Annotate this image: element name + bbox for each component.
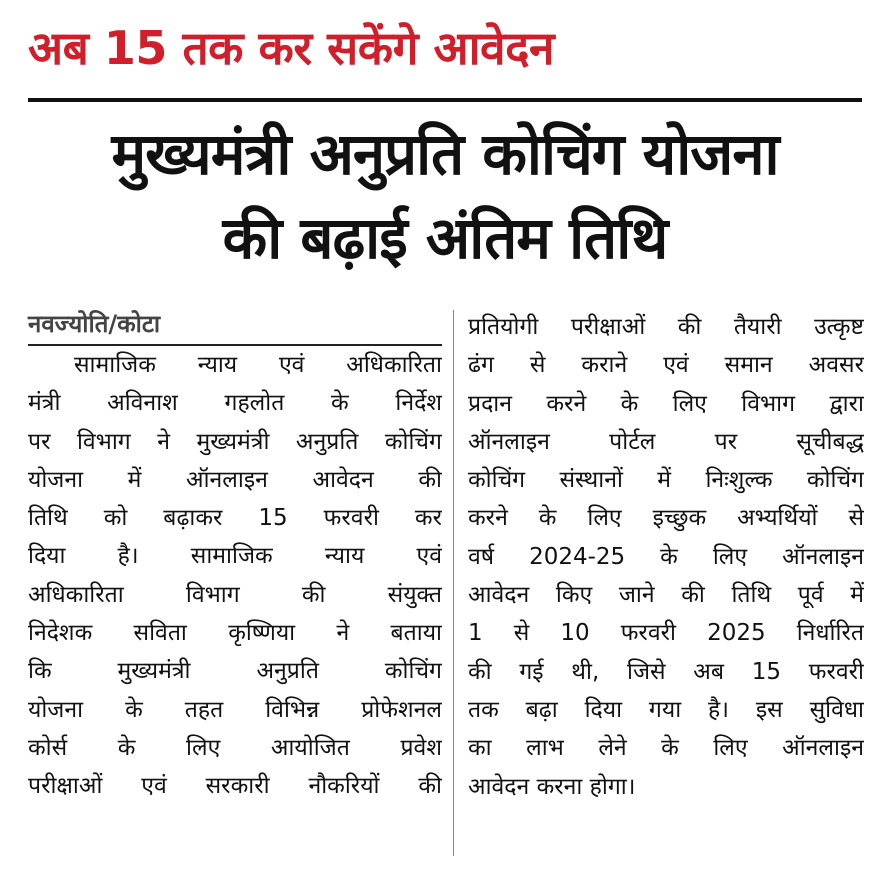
body-line: वर्ष 2024-25 के लिए ऑनलाइन — [468, 543, 864, 570]
body-line: मंत्री अविनाश गहलोत के निर्देश — [28, 390, 442, 417]
body-line: कोर्स के लिए आयोजित प्रवेश — [28, 734, 442, 761]
body-line: का लाभ लेने के लिए ऑनलाइन — [468, 735, 864, 762]
body-line: निदेशक सविता कृष्णिया ने बताया — [28, 620, 442, 647]
dateline: नवज्योति/कोटा — [28, 310, 161, 338]
body-line: तक बढ़ा दिया गया है। इस सुविधा — [468, 696, 864, 723]
body-line: ढंग से कराने एवं समान अवसर — [468, 352, 864, 379]
kicker-headline: अब 15 तक कर सकेंगे आवेदन — [28, 21, 555, 75]
body-line: तिथि को बढ़ाकर 15 फरवरी कर — [28, 505, 442, 532]
body-line: कोचिंग संस्थानों में निःशुल्क कोचिंग — [468, 467, 864, 494]
top-rule — [28, 98, 862, 102]
column-divider — [453, 310, 454, 856]
body-line: की गई थी, जिसे अब 15 फरवरी — [468, 658, 864, 685]
body-line: पर विभाग ने मुख्यमंत्री अनुप्रति कोचिंग — [28, 428, 442, 455]
body-line: प्रतियोगी परीक्षाओं की तैयारी उत्कृष्ट — [468, 314, 864, 340]
body-column-right — [468, 308, 864, 806]
body-line-last: आवेदन करना होगा। — [468, 773, 636, 800]
headline-line-1: मुख्यमंत्री अनुप्रति कोचिंग योजना — [111, 120, 779, 188]
body-line: दिया है। सामाजिक न्याय एवं — [28, 543, 442, 570]
headline-line-2: की बढ़ाई अंतिम तिथि — [222, 204, 668, 272]
body-line: करने के लिए इच्छुक अभ्यर्थियों से — [468, 505, 864, 532]
body-line: योजना के तहत विभिन्न प्रोफेशनल — [28, 696, 442, 723]
main-headline — [28, 112, 862, 280]
body-line: कि मुख्यमंत्री अनुप्रति कोचिंग — [28, 658, 442, 685]
body-line: आवेदन किए जाने की तिथि पूर्व में — [468, 582, 864, 609]
body-line: अधिकारिता विभाग की संयुक्त — [28, 581, 442, 608]
body-column-left — [28, 346, 442, 806]
body-line: सामाजिक न्याय एवं अधिकारिता — [74, 352, 442, 378]
body-line: प्रदान करने के लिए विभाग द्वारा — [468, 390, 864, 417]
body-line: परीक्षाओं एवं सरकारी नौकरियों की — [28, 773, 442, 800]
body-line: ऑनलाइन पोर्टल पर सूचीबद्ध — [468, 428, 864, 455]
body-line: योजना में ऑनलाइन आवेदन की — [28, 466, 442, 493]
body-line: 1 से 10 फरवरी 2025 निर्धारित — [468, 620, 864, 647]
